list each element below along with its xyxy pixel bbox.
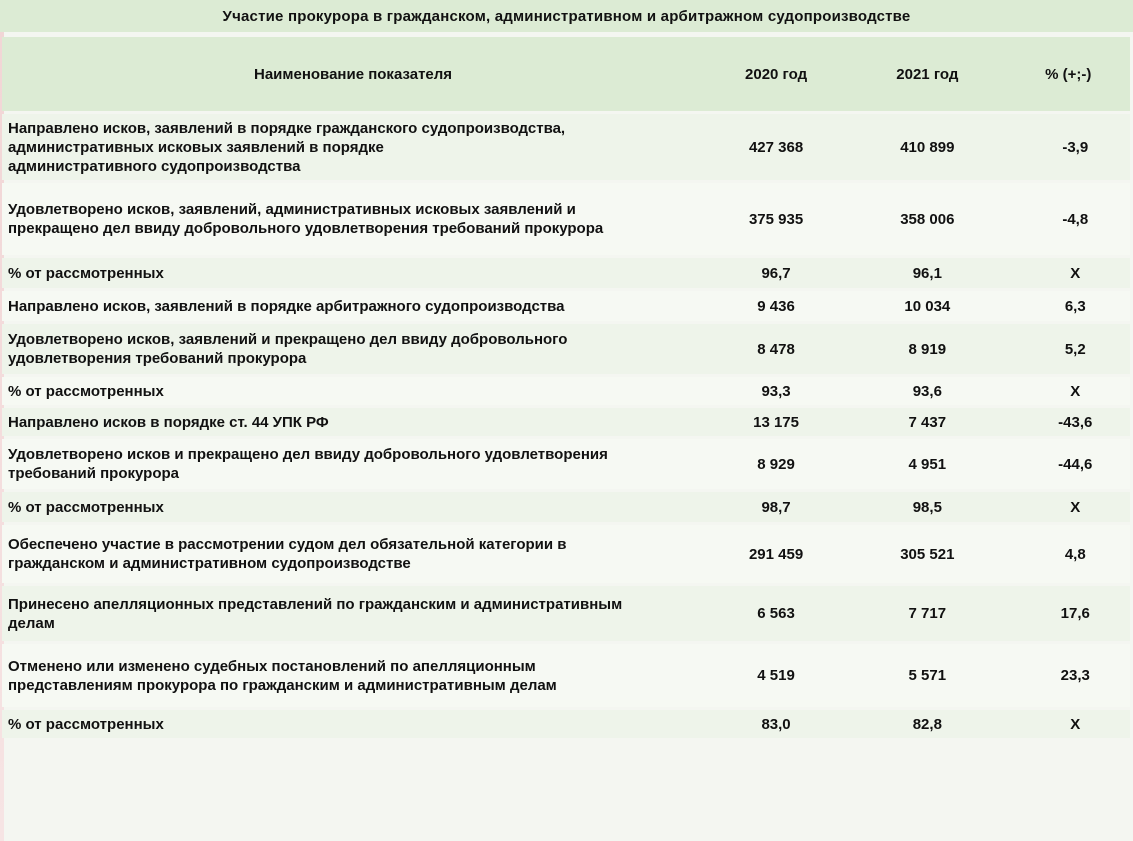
table-row — [2, 114, 1130, 180]
row-2021-cell: 10 034 — [904, 297, 951, 315]
row-name-cell: % от рассмотренных — [8, 264, 164, 282]
table-row — [2, 710, 1130, 738]
table-header-row — [2, 37, 1130, 111]
row-2021-cell: 358 006 — [900, 210, 955, 228]
row-2020-cell: 291 459 — [748, 545, 804, 563]
column-header-change: % (+;-) — [1007, 37, 1130, 111]
row-2020-cell: 9 436 — [757, 297, 795, 315]
row-name-cell: % от рассмотренных — [8, 498, 164, 516]
row-change-cell: Х — [1070, 498, 1081, 516]
row-2020-cell: 4 519 — [757, 667, 795, 684]
row-name-cell: Направлено исков в порядке ст. 44 УПК РФ — [8, 413, 329, 431]
row-2020-cell: 98,7 — [761, 498, 791, 516]
row-change-cell: -4,8 — [1062, 210, 1089, 228]
row-change-cell: 23,3 — [1060, 667, 1090, 684]
table-row — [2, 525, 1130, 583]
row-name-cell: Удовлетворено исков, заявлений, административных исковых заявлений и прекращено дел ввиду добровольного удовлетворения требований прокурора — [8, 201, 604, 237]
table-row — [2, 408, 1130, 436]
table-row — [2, 439, 1130, 489]
row-2021-cell: 93,6 — [912, 382, 942, 400]
row-2021-cell: 4 951 — [908, 455, 947, 473]
row-change-cell: 6,3 — [1064, 297, 1086, 315]
row-2021-cell: 8 919 — [908, 340, 947, 358]
row-2020-cell: 8 929 — [757, 455, 795, 473]
row-name-cell: Направлено исков, заявлений в порядке гражданского судопроизводства, административных исковых заявлений в порядке административного судопроизводства — [8, 119, 566, 175]
row-2021-cell: 7 717 — [908, 605, 947, 622]
row-2021-cell: 5 571 — [908, 667, 947, 684]
row-change-cell: Х — [1070, 715, 1081, 733]
row-name-cell: Удовлетворено исков и прекращено дел ввиду добровольного удовлетворения требований прокурора — [8, 446, 608, 482]
table-title: Участие прокурора в гражданском, административном и арбитражном судопроизводстве — [0, 0, 1133, 32]
table-row — [2, 644, 1130, 707]
row-change-cell: 5,2 — [1064, 340, 1086, 358]
table-row — [2, 258, 1130, 288]
statistics-table — [2, 34, 1130, 741]
row-2021-cell: 410 899 — [900, 138, 955, 156]
row-2020-cell: 83,0 — [761, 715, 791, 733]
row-change-cell: -3,9 — [1062, 138, 1089, 156]
column-header-2021: 2021 год — [848, 37, 1006, 111]
row-name-cell: Принесено апелляционных представлений по гражданским и административным делам — [8, 595, 623, 632]
row-name-cell: % от рассмотренных — [8, 715, 164, 733]
row-name-cell: Отменено или изменено судебных постановлений по апелляционным представлениям прокурора по гражданским и административным делам — [8, 657, 557, 694]
row-change-cell: Х — [1070, 382, 1081, 400]
row-change-cell: 17,6 — [1060, 605, 1090, 622]
row-name-cell: % от рассмотренных — [8, 382, 164, 400]
table-row — [2, 586, 1130, 641]
row-2021-cell: 305 521 — [900, 545, 955, 563]
row-change-cell: 4,8 — [1064, 545, 1086, 563]
row-2021-cell: 82,8 — [912, 715, 942, 733]
table-row — [2, 377, 1130, 405]
row-change-cell: Х — [1070, 264, 1081, 282]
row-2020-cell: 8 478 — [757, 340, 795, 358]
row-name-cell: Удовлетворено исков, заявлений и прекращено дел ввиду добровольного удовлетворения требований прокурора — [8, 331, 568, 367]
row-name-cell: Обеспечено участие в рассмотрении судом дел обязательной категории в гражданском и административном судопроизводстве — [8, 536, 567, 572]
table-row — [2, 183, 1130, 255]
row-change-cell: -43,6 — [1058, 413, 1093, 431]
column-header-name: Наименование показателя — [2, 37, 704, 111]
row-name-cell: Направлено исков, заявлений в порядке арбитражного судопроизводства — [8, 297, 565, 315]
row-2021-cell: 96,1 — [912, 264, 942, 282]
column-header-2020: 2020 год — [704, 37, 848, 111]
row-2021-cell: 98,5 — [912, 498, 942, 516]
row-2020-cell: 96,7 — [761, 264, 791, 282]
row-2020-cell: 13 175 — [753, 413, 799, 431]
row-2020-cell: 375 935 — [748, 210, 804, 228]
row-2020-cell: 93,3 — [761, 382, 791, 400]
row-2021-cell: 7 437 — [908, 413, 947, 431]
table-row — [2, 291, 1130, 321]
table-row — [2, 492, 1130, 522]
row-2020-cell: 6 563 — [757, 605, 795, 622]
table-row — [2, 324, 1130, 374]
row-2020-cell: 427 368 — [748, 138, 804, 156]
row-change-cell: -44,6 — [1058, 455, 1093, 473]
